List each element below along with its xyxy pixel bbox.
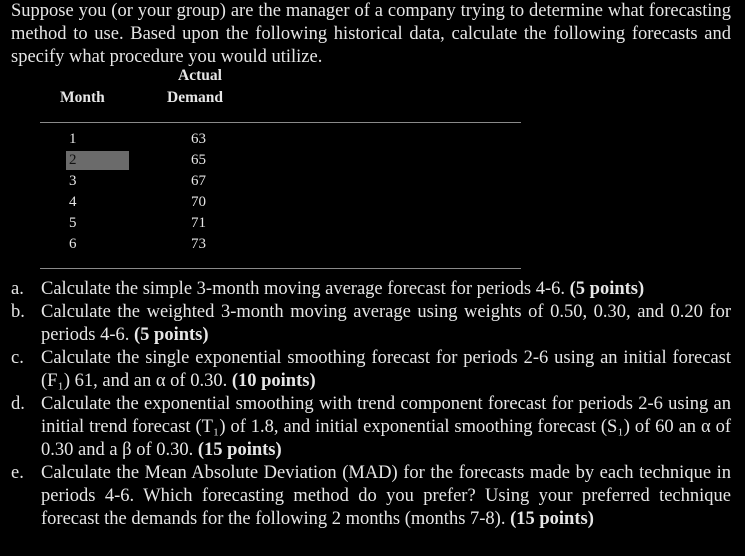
demand-cell: 63: [191, 131, 206, 147]
question-text: Calculate the exponential smoothing with trend component forecast for periods 2-6 using an initial trend forecast (T₁) of 1.8, and initial exponential smoothing forecast (S₁) of 60 an α of 0.30 and a β of 0.30.: [41, 394, 731, 460]
demand-cell: 73: [191, 236, 206, 252]
question-d: [11, 393, 731, 462]
question-text: Calculate the single exponential smoothing forecast for periods 2-6 using an initial forecast (F₁) 61, and an α of 0.30.: [41, 348, 731, 391]
table-row: [40, 150, 521, 171]
demand-cell: 70: [191, 194, 206, 210]
column-header-month: Month: [60, 89, 105, 106]
month-cell: 1: [69, 131, 77, 147]
month-cell: 4: [69, 194, 77, 210]
column-header-actual: Actual: [178, 67, 222, 84]
problem-intro: Suppose you (or your group) are the manager of a company trying to determine what forecasting method to use. Based upon the following historical data, calculate the following forecasts and specify what procedure you would utilize.: [11, 1, 731, 67]
question-list: [11, 278, 731, 531]
question-points: (10 points): [231, 371, 316, 391]
table-top-rule: [40, 122, 521, 123]
question-points: (15 points): [197, 440, 282, 460]
question-points: (5 points): [569, 279, 645, 299]
demand-table: [40, 129, 521, 255]
table-bottom-rule: [40, 268, 521, 269]
question-points: (5 points): [134, 325, 209, 345]
question-e: [11, 462, 731, 531]
demand-cell: 67: [191, 173, 206, 189]
month-cell: 5: [69, 215, 77, 231]
question-b: [11, 301, 731, 347]
question-points: (15 points): [510, 509, 594, 529]
month-cell: 6: [69, 236, 77, 252]
question-c: [11, 347, 731, 393]
question-a: [11, 278, 731, 301]
column-header-demand: Demand: [167, 89, 223, 106]
question-letter: e.: [11, 463, 24, 483]
question-text: Calculate the Mean Absolute Deviation (MAD) for the forecasts made by each technique in periods 4-6. Which forecasting method do you prefer? Using your preferred technique forecast the demands for the following 2 months (months 7-8).: [41, 463, 731, 529]
table-row: [40, 129, 521, 150]
month-cell: 2: [69, 152, 77, 168]
demand-cell: 65: [191, 152, 206, 168]
question-text: Calculate the weighted 3-month moving average using weights of 0.50, 0.30, and 0.20 for periods 4-6.: [41, 302, 731, 345]
table-row: [40, 213, 521, 234]
question-letter: c.: [11, 348, 24, 368]
table-row: [40, 234, 521, 255]
question-letter: d.: [11, 394, 25, 414]
question-letter: a.: [11, 279, 24, 299]
table-row: [40, 171, 521, 192]
month-cell: 3: [69, 173, 77, 189]
question-text: Calculate the simple 3-month moving average forecast for periods 4-6.: [41, 279, 570, 299]
demand-cell: 71: [191, 215, 206, 231]
question-letter: b.: [11, 302, 25, 322]
table-row: [40, 192, 521, 213]
